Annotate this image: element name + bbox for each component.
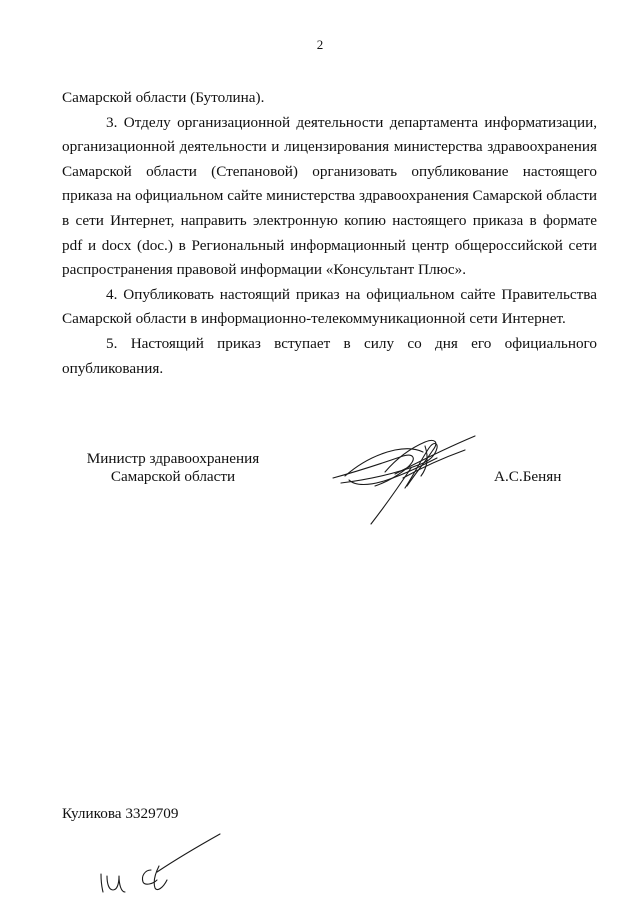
executor-contact: Куликова 3329709 [62,805,179,822]
signer-title-line-1: Министр здравоохранения [86,450,260,467]
paragraph-4: 5. Настоящий приказ вступает в силу со дня его официального опубликования. [62,334,597,377]
paragraph-2: 3. Отделу организационной деятельности департамента информатизации, организационной деятельности и лицензирования министерства здравоохранения Самарской области (Степановой) организовать опубликование настоящего приказа на официальном сайте министерства здравоохранения Самарской области в сети Интернет, направить электронную копию настоящего приказа в формате pdf и docx (doc.) в Региональный информационный центр общероссийской сети распространения правовой информации «Консультант Плюс». [62,113,597,279]
signer-title [78,450,268,486]
page-number: 2 [316,37,324,52]
signer-name: А.С.Бенян [494,468,562,485]
document-body [62,86,597,381]
paragraph-1: Самарской области (Бутолина). [62,89,265,106]
paragraph-3: 4. Опубликовать настоящий приказ на официальном сайте Правительства Самарской области в информационно-телекоммуникационной сети Интернет. [62,285,597,328]
signer-title-line-2: Самарской области [110,468,236,485]
handwritten-signature [325,428,485,528]
handwritten-initials [95,830,230,900]
